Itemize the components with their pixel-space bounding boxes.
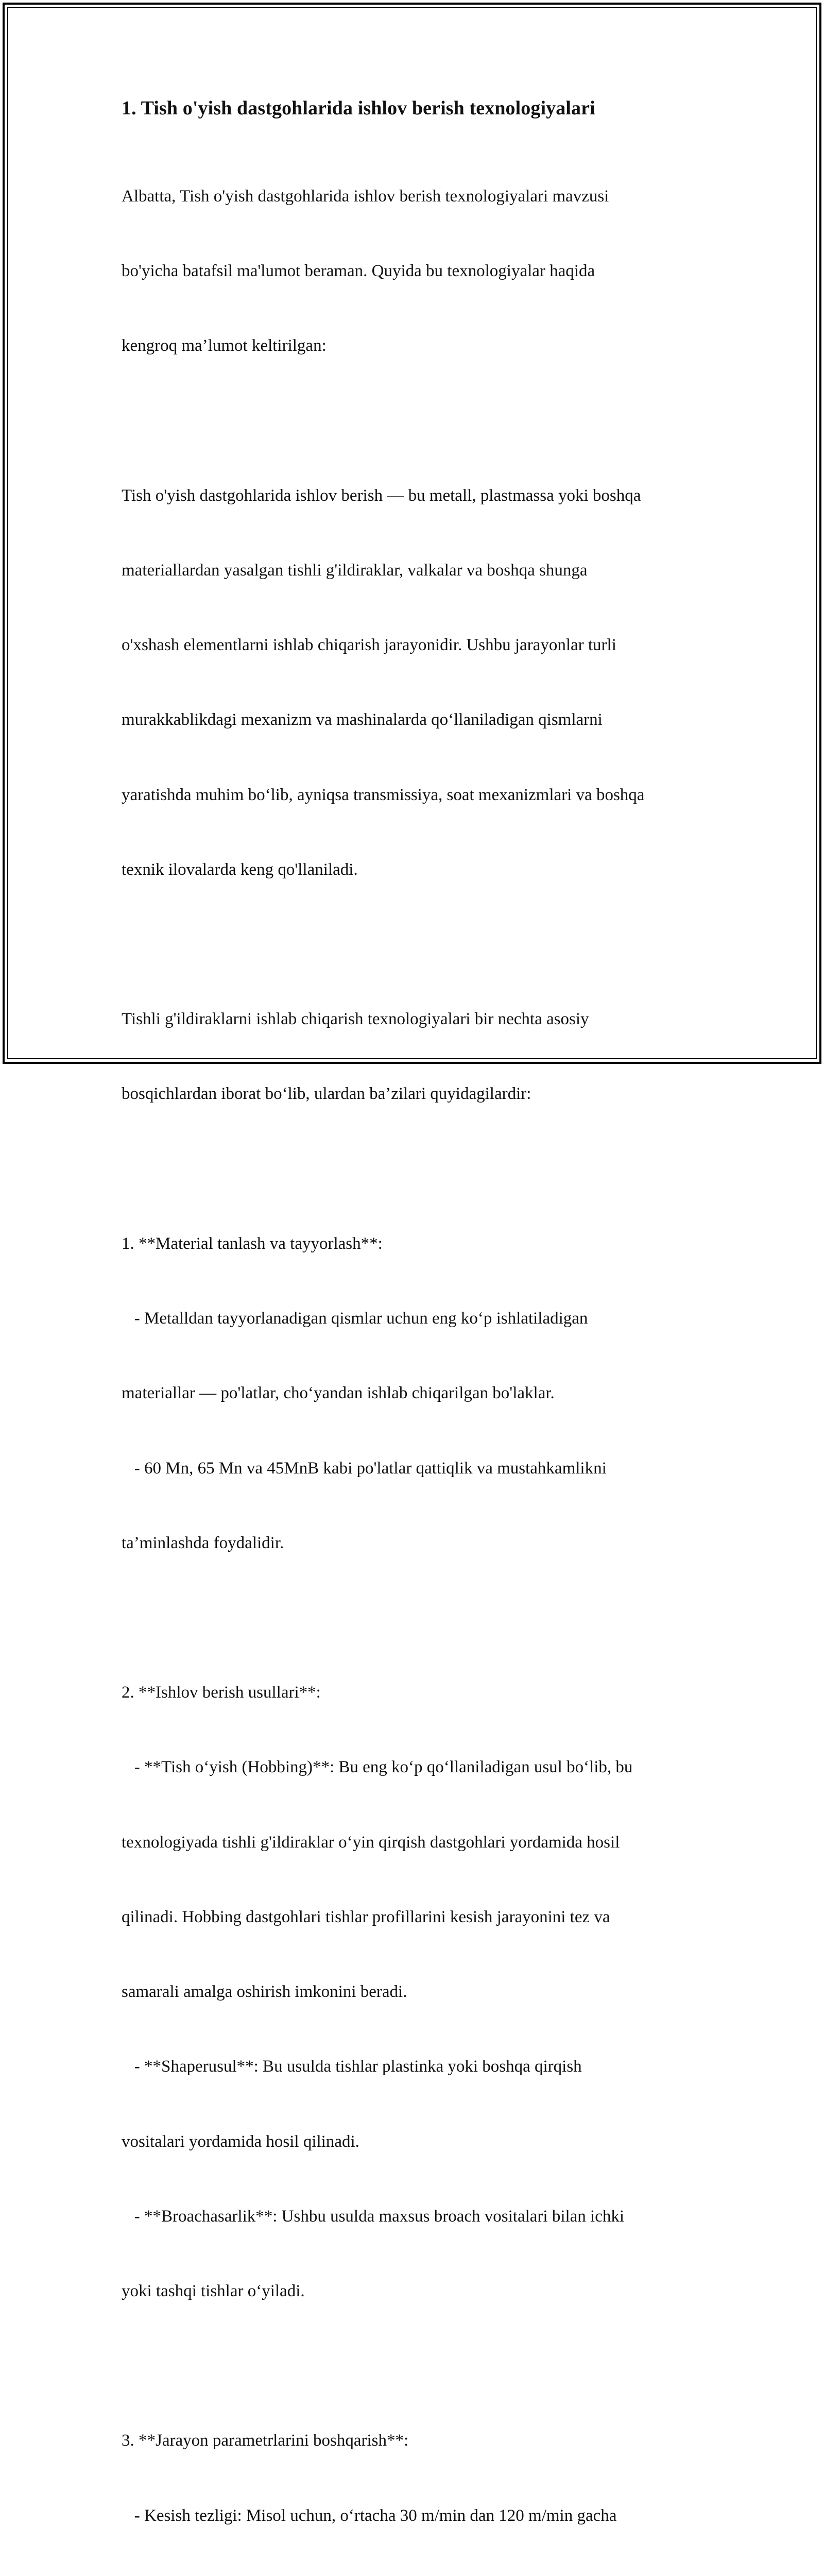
- document-text: [122, 134, 719, 2576]
- text-line: qilinadi. Hobbing dastgohlari tishlar profillarini kesish jarayonini tez va: [122, 1907, 610, 1926]
- text-line: [122, 1157, 719, 1181]
- text-line: [122, 408, 719, 433]
- text-line: [122, 1605, 719, 1630]
- text-line: materiallardan yasalgan tishli g'ildiraklar, valkalar va boshqa shunga: [122, 561, 588, 580]
- text-line: - 60 Mn, 65 Mn va 45MnB kabi po'latlar qattiqlik va mustahkamlikni: [122, 1459, 607, 1478]
- text-line: yaratishda muhim bo‘lib, ayniqsa transmissiya, soat mexanizmlari va boshqa: [122, 785, 645, 804]
- text-line: samarali amalga oshirish imkonini beradi.: [122, 1982, 407, 2002]
- document-body: [122, 96, 719, 2576]
- text-line: yoki tashqi tishlar o‘yiladi.: [122, 2281, 305, 2300]
- text-line: Albatta, Tish o'yish dastgohlarida ishlov berish texnologiyalari mavzusi: [122, 187, 609, 206]
- text-line: bo'yicha batafsil ma'lumot beraman. Quyida bu texnologiyalar haqida: [122, 262, 595, 281]
- text-line: - **Shaperusul**: Bu usulda tishlar plastinka yoki boshqa qirqish: [122, 2057, 582, 2076]
- list-heading-parameters: 3. **Jarayon parametrlarini boshqarish**:: [122, 2431, 409, 2450]
- text-line: - **Broachasarlik**: Ushbu usulda maxsus broach vositalari bilan ichki: [122, 2207, 625, 2226]
- text-line: - Kesish tezligi: Misol uchun, o‘rtacha 30 m/min dan 120 m/min gacha: [122, 2506, 617, 2525]
- text-line: - **Tish o‘yish (Hobbing)**: Bu eng ko‘p qo‘llaniladigan usul bo‘lib, bu: [122, 1758, 633, 1777]
- text-line: texnik ilovalarda keng qo'llaniladi.: [122, 860, 358, 879]
- text-line: o'xshash elementlarni ishlab chiqarish jarayonidir. Ushbu jarayonlar turli: [122, 636, 616, 655]
- text-line: - Metalldan tayyorlanadigan qismlar uchun eng ko‘p ishlatiladigan: [122, 1309, 588, 1328]
- text-line: bosqichlardan iborat bo‘lib, ulardan ba’zilari quyidagilardir:: [122, 1084, 531, 1104]
- text-line: murakkablikdagi mexanizm va mashinalarda qo‘llaniladigan qismlarni: [122, 710, 603, 730]
- list-heading-methods: 2. **Ishlov berish usullari**:: [122, 1683, 321, 1702]
- text-line: [122, 932, 719, 957]
- text-line: Tish o'yish dastgohlarida ishlov berish — bu metall, plastmassa yoki boshqa: [122, 486, 641, 505]
- text-line: Tishli g'ildiraklarni ishlab chiqarish texnologiyalari bir nechta asosiy: [122, 1010, 589, 1029]
- list-heading-material: 1. **Material tanlash va tayyorlash**:: [122, 1234, 383, 1253]
- text-line: texnologiyada tishli g'ildiraklar o‘yin qirqish dastgohlari yordamida hosil: [122, 1833, 620, 1852]
- text-line: materiallar — po'latlar, cho‘yandan ishlab chiqarilgan bo'laklar.: [122, 1384, 555, 1403]
- text-line: kengroq ma’lumot keltirilgan:: [122, 336, 327, 355]
- text-line: [122, 2353, 719, 2378]
- text-line: ta’minlashda foydalidir.: [122, 1533, 284, 1552]
- text-line: vositalari yordamida hosil qilinadi.: [122, 2132, 359, 2151]
- document-title: 1. Tish o'yish dastgohlarida ishlov berish texnologiyalari: [122, 97, 595, 119]
